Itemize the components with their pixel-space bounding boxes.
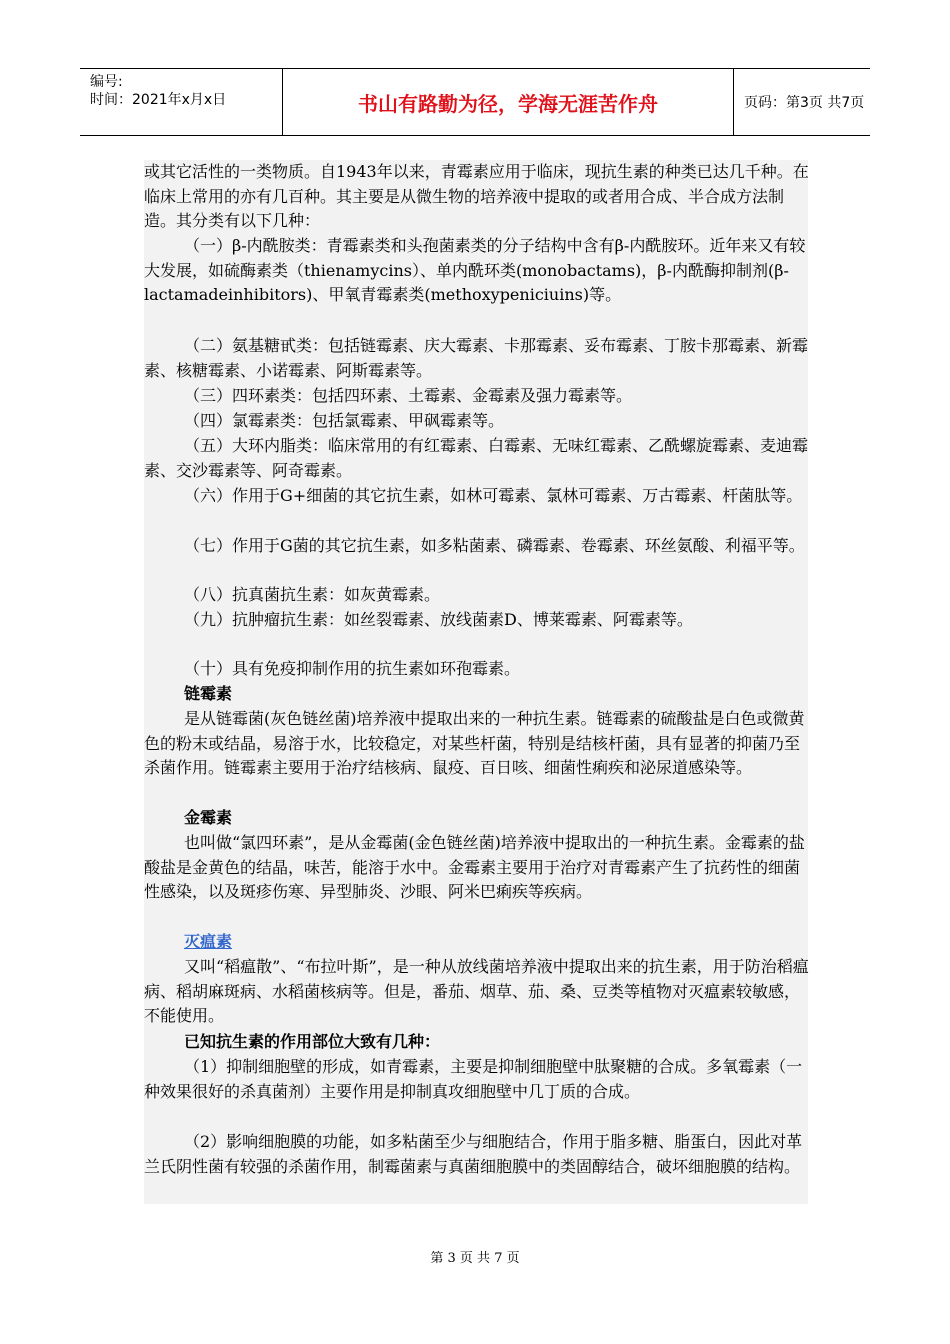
paragraph: （五）大环内脂类：临床常用的有红霉素、白霉素、无味红霉素、乙酰螺旋霉素、麦迪霉素、交沙霉素等、阿奇霉素。 (144, 436, 809, 480)
paragraph: （七）作用于G菌的其它抗生素，如多粘菌素、磷霉素、卷霉素、环丝氨酸、利福平等。 (184, 536, 805, 555)
section-heading: 链霉素 (184, 684, 233, 703)
page-header (80, 68, 870, 136)
paragraph: （八）抗真菌抗生素：如灰黄霉素。 (184, 585, 441, 604)
page-footer: 第 3 页 共 7 页 (430, 1251, 520, 1266)
time-label: 时间：2021年x月x日 (90, 92, 227, 108)
paragraph: （九）抗肿瘤抗生素：如丝裂霉素、放线菌素D、博莱霉素、阿霉素等。 (184, 610, 693, 629)
paragraph: （二）氨基糖甙类：包括链霉素、庆大霉素、卡那霉素、妥布霉素、丁胺卡那霉素、新霉素、核糖霉素、小诺霉素、阿斯霉素等。 (144, 336, 809, 380)
number-label: 编号: (90, 74, 123, 90)
paragraph: （十）具有免疫抑制作用的抗生素如环孢霉素。 (184, 659, 521, 678)
paragraph: 也叫做“氯四环素”，是从金霉菌(金色链丝菌)培养液中提取出的一种抗生素。金霉素的盐酸盐是金黄色的结晶，味苦，能溶于水中。金霉素主要用于治疗对青霉素产生了抗药性的细菌性感染，以及斑疹伤寒、异型肺炎、沙眼、阿米巴痢疾等疾病。 (144, 833, 805, 902)
paragraph: 又叫“稻瘟散”、“布拉叶斯”，是一种从放线菌培养液中提取出来的抗生素，用于防治稻瘟病、稻胡麻斑病、水稻菌核病等。但是，番茄、烟草、茄、桑、豆类等植物对灭瘟素较敏感，不能使用。 (144, 957, 809, 1026)
page-label: 页码：第3页 共7页 (744, 95, 865, 111)
section-heading: 金霉素 (184, 808, 233, 827)
paragraph: 或其它活性的一类物质。自1943年以来，青霉素应用于临床，现抗生素的种类已达几千种。在临床上常用的亦有几百种。其主要是从微生物的培养液中提取的或者用合成、半合成方法制造。其分类有以下几种： (144, 162, 809, 231)
paragraph: 是从链霉菌(灰色链丝菌)培养液中提取出来的一种抗生素。链霉素的硫酸盐是白色或微黄色的粉末或结晶，易溶于水，比较稳定，对某些杆菌，特别是结核杆菌，具有显著的抑菌乃至杀菌作用。链霉素主要用于治疗结核病、鼠疫、百日咳、细菌性痢疾和泌尿道感染等。 (144, 709, 805, 778)
paragraph: （2）影响细胞膜的功能，如多粘菌至少与细胞结合，作用于脂多糖、脂蛋白，因此对革兰氏阴性菌有较强的杀菌作用，制霉菌素与真菌细胞膜中的类固醇结合，破坏细胞膜的结构。 (144, 1132, 803, 1176)
section-heading-link[interactable]: 灭瘟素 (184, 932, 233, 951)
paragraph: （六）作用于G+细菌的其它抗生素，如林可霉素、氯林可霉素、万古霉素、杆菌肽等。 (184, 486, 803, 505)
motto: 书山有路勤为径，学海无涯苦作舟 (282, 69, 734, 135)
paragraph: （四）氯霉素类：包括氯霉素、甲砜霉素等。 (184, 411, 505, 430)
paragraph: （一）β-内酰胺类：青霉素类和头孢菌素类的分子结构中含有β-内酰胺环。近年来又有较大发展，如硫酶素类（thienamycins）、单内酰环类(monobactams)，β-内酰酶抑制剂(β-lactamadeinhibitors)、甲氧青霉素类(methoxypeniciuins)等。 (144, 236, 806, 305)
paragraph: （1）抑制细胞壁的形成，如青霉素，主要是抑制细胞壁中肽聚糖的合成。多氧霉素（一种效果很好的杀真菌剂）主要作用是抑制真攻细胞壁中几丁质的合成。 (144, 1057, 803, 1101)
section-heading: 已知抗生素的作用部位大致有几种： (184, 1032, 441, 1051)
header-meta (80, 69, 282, 135)
paragraph: （三）四环素类：包括四环素、土霉素、金霉素及强力霉素等。 (184, 386, 633, 405)
